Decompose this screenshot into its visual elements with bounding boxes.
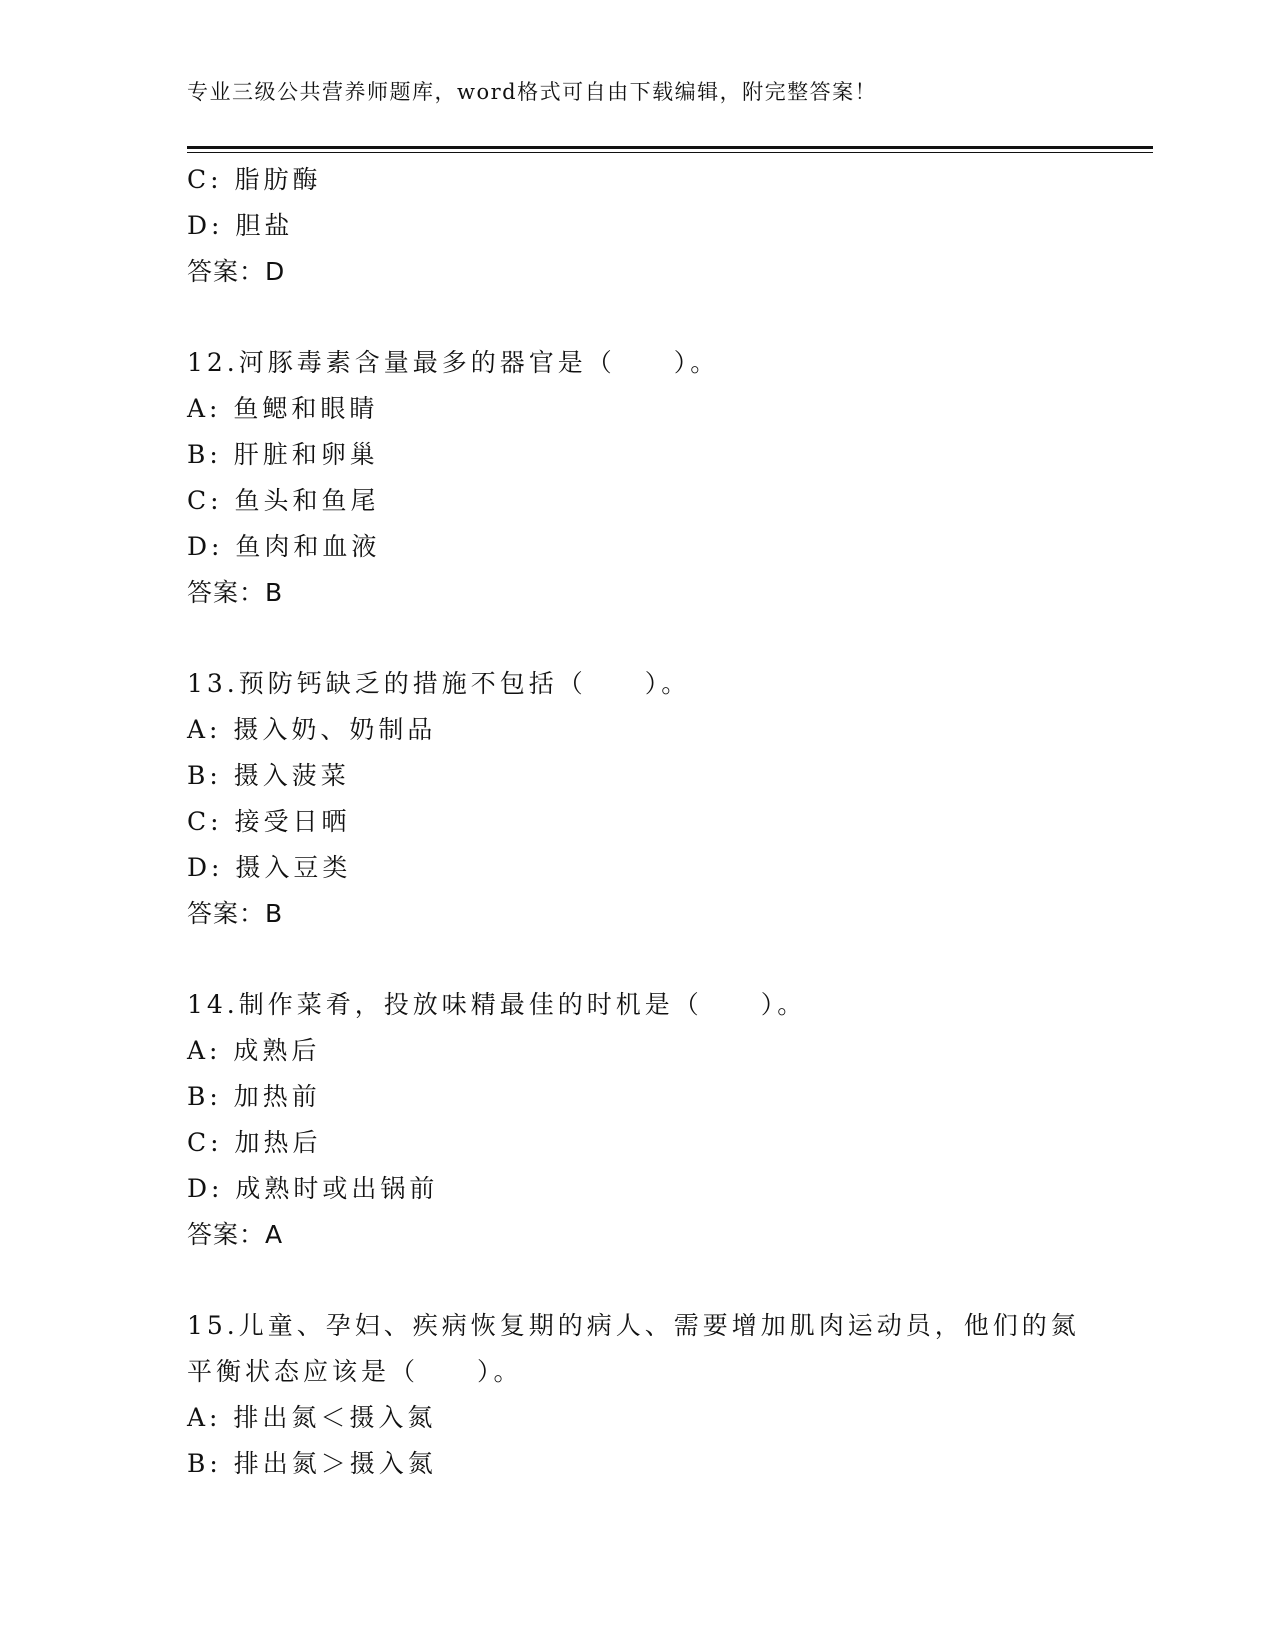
question-text: 15.儿童、孕妇、疾病恢复期的病人、需要增加肌肉运动员，他们的氮 bbox=[187, 1311, 1080, 1340]
option-c: C: 脂肪酶 bbox=[187, 165, 322, 194]
question-15 bbox=[187, 1303, 1117, 1487]
option-b: B: 加热前 bbox=[187, 1082, 321, 1111]
option-b: B: 肝脏和卵巢 bbox=[187, 440, 379, 469]
option-b: B: 排出氮＞摄入氮 bbox=[187, 1449, 437, 1478]
spacer bbox=[187, 295, 1117, 340]
question-text: 12.河豚毒素含量最多的器官是（ ）。 bbox=[187, 348, 720, 377]
option-d: D: 胆盐 bbox=[187, 211, 294, 240]
option-c: C: 接受日晒 bbox=[187, 807, 351, 836]
spacer bbox=[187, 937, 1117, 982]
option-c: C: 鱼头和鱼尾 bbox=[187, 486, 380, 515]
question-list bbox=[187, 157, 1117, 1487]
question-14 bbox=[187, 982, 1117, 1258]
option-a: A: 鱼鳃和眼睛 bbox=[187, 394, 379, 423]
spacer bbox=[187, 1258, 1117, 1303]
option-d: D: 摄入豆类 bbox=[187, 853, 352, 882]
continued-block bbox=[187, 157, 1117, 295]
option-d: D: 成熟时或出锅前 bbox=[187, 1174, 439, 1203]
question-text: 13.预防钙缺乏的措施不包括（ ）。 bbox=[187, 669, 691, 698]
answer-line: 答案：B bbox=[187, 578, 284, 607]
page-header: 专业三级公共营养师题库，word格式可自由下载编辑，附完整答案！ bbox=[187, 80, 878, 104]
option-d: D: 鱼肉和血液 bbox=[187, 532, 381, 561]
option-a: A: 成熟后 bbox=[187, 1036, 321, 1065]
spacer bbox=[187, 616, 1117, 661]
option-c: C: 加热后 bbox=[187, 1128, 322, 1157]
header-rule-thin bbox=[187, 152, 1153, 153]
question-text-continued: 平衡状态应该是（ ）。 bbox=[187, 1357, 523, 1386]
option-a: A: 排出氮＜摄入氮 bbox=[187, 1403, 437, 1432]
answer-line: 答案：D bbox=[187, 257, 286, 286]
answer-line: 答案：A bbox=[187, 1220, 284, 1249]
option-b: B: 摄入菠菜 bbox=[187, 761, 350, 790]
header-rule bbox=[187, 146, 1153, 149]
answer-line: 答案：B bbox=[187, 899, 284, 928]
question-12 bbox=[187, 340, 1117, 616]
option-a: A: 摄入奶、奶制品 bbox=[187, 715, 437, 744]
question-text: 14.制作菜肴，投放味精最佳的时机是（ ）。 bbox=[187, 990, 807, 1019]
question-13 bbox=[187, 661, 1117, 937]
